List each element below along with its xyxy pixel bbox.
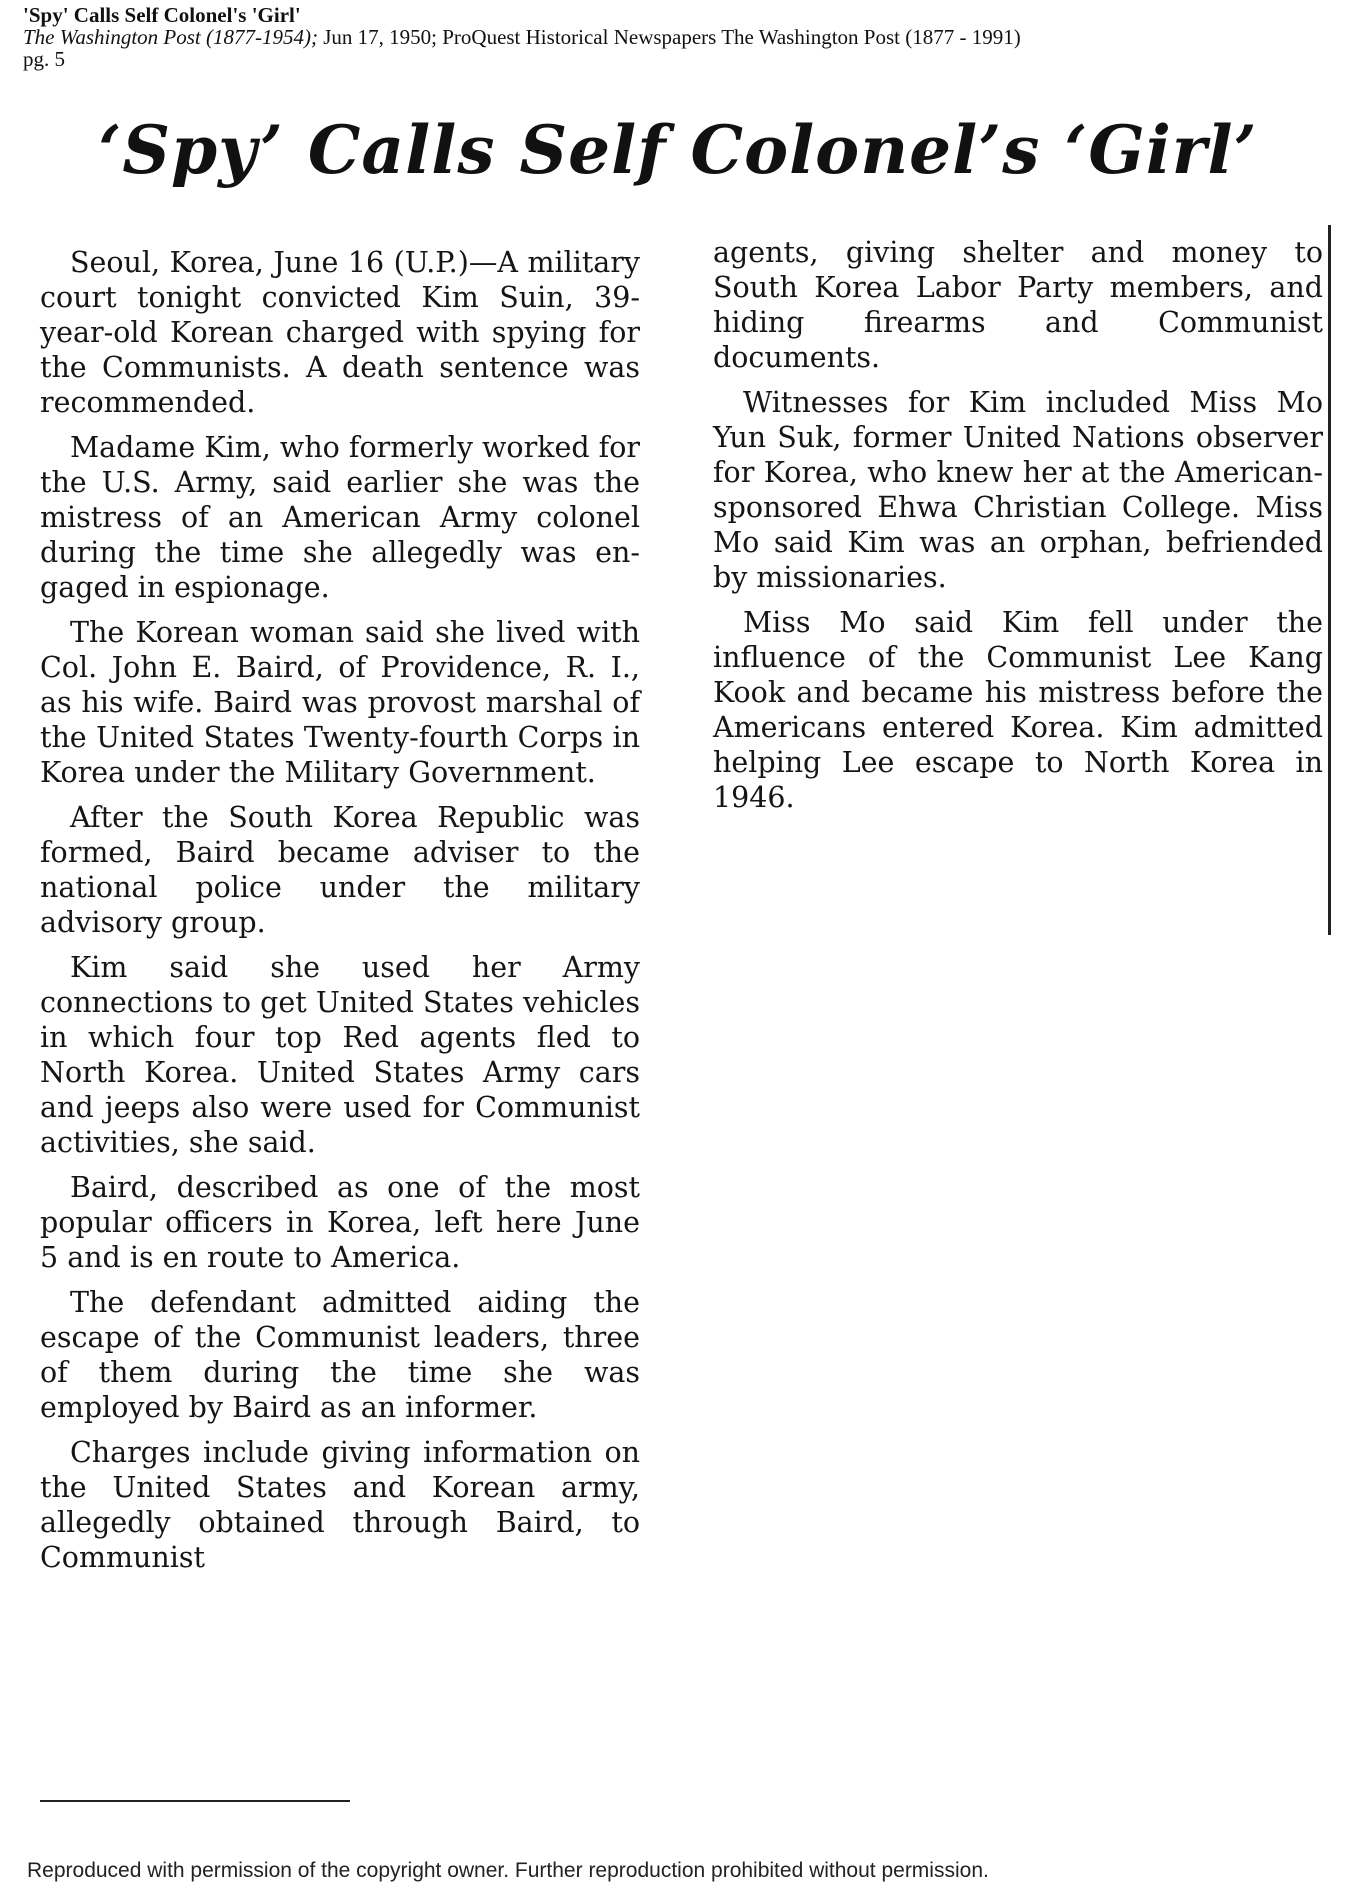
copyright-notice: Reproduced with permission of the copyright owner. Further reproduction prohibited without permission. [27,1859,989,1882]
article-headline: ‘Spy’ Calls Self Colonel’s ‘Girl’ [98,111,1258,189]
paragraph: Charges include giving information on the United States and Korean army, allegedly obtained through Baird, to Communist [40,1436,640,1574]
article-column-right [713,235,1323,825]
paragraph: Kim said she used her Army connections to get United States vehicles in which four top Red agents fled to North Korea. United States Army cars and jeeps also were used for Communist activities, she said. [40,951,640,1159]
citation-details: Jun 17, 1950; ProQuest Historical Newspapers The Washington Post (1877 - 1991) [323,25,1021,49]
article-column-left [40,245,640,1585]
column-rule-right [1328,225,1331,935]
paragraph: Witnesses for Kim included Miss Mo Yun Suk, former United Nations observer for Korea, who knew her at the American-sponsored Ehwa Christian College. Miss Mo said Kim was an orphan, befriended by missionaries. [713,386,1323,594]
paragraph: Baird, described as one of the most popular officers in Korea, left here June 5 and is en route to America. [40,1171,640,1274]
citation-source [23,26,1323,48]
paragraph: Miss Mo said Kim fell under the influence of the Communist Lee Kang Kook and became his mistress before the Americans entered Korea. Kim admitted helping Lee escape to North Korea in 1946. [713,606,1323,814]
citation-publication: The Washington Post (1877-1954); [23,25,318,49]
citation-header [23,4,1323,70]
citation-page: pg. 5 [23,47,65,71]
paragraph: Seoul, Korea, June 16 (U.P.)—A military court tonight convicted Kim Suin, 39-year-old Korean charged with spying for the Communists. A death sentence was recommended. [40,246,640,419]
paragraph: The Korean woman said she lived with Col. John E. Baird, of Providence, R. I., as his wife. Baird was provost marshal of the United States Twenty-fourth Corps in Korea under the Military Government. [40,616,640,789]
paragraph: Madame Kim, who formerly worked for the U.S. Army, said earlier she was the mistress of an American Army colonel during the time she allegedly was engaged in espionage. [40,431,640,604]
paragraph: After the South Korea Republic was formed, Baird became adviser to the national police under the military advisory group. [40,801,640,939]
paragraph: agents, giving shelter and money to South Korea Labor Party members, and hiding firearms and Communist documents. [713,236,1323,374]
citation-title: 'Spy' Calls Self Colonel's 'Girl' [23,3,301,27]
paragraph: The defendant admitted aiding the escape of the Communist leaders, three of them during the time she was employed by Baird as an informer. [40,1286,640,1424]
article-end-rule [40,1800,350,1802]
